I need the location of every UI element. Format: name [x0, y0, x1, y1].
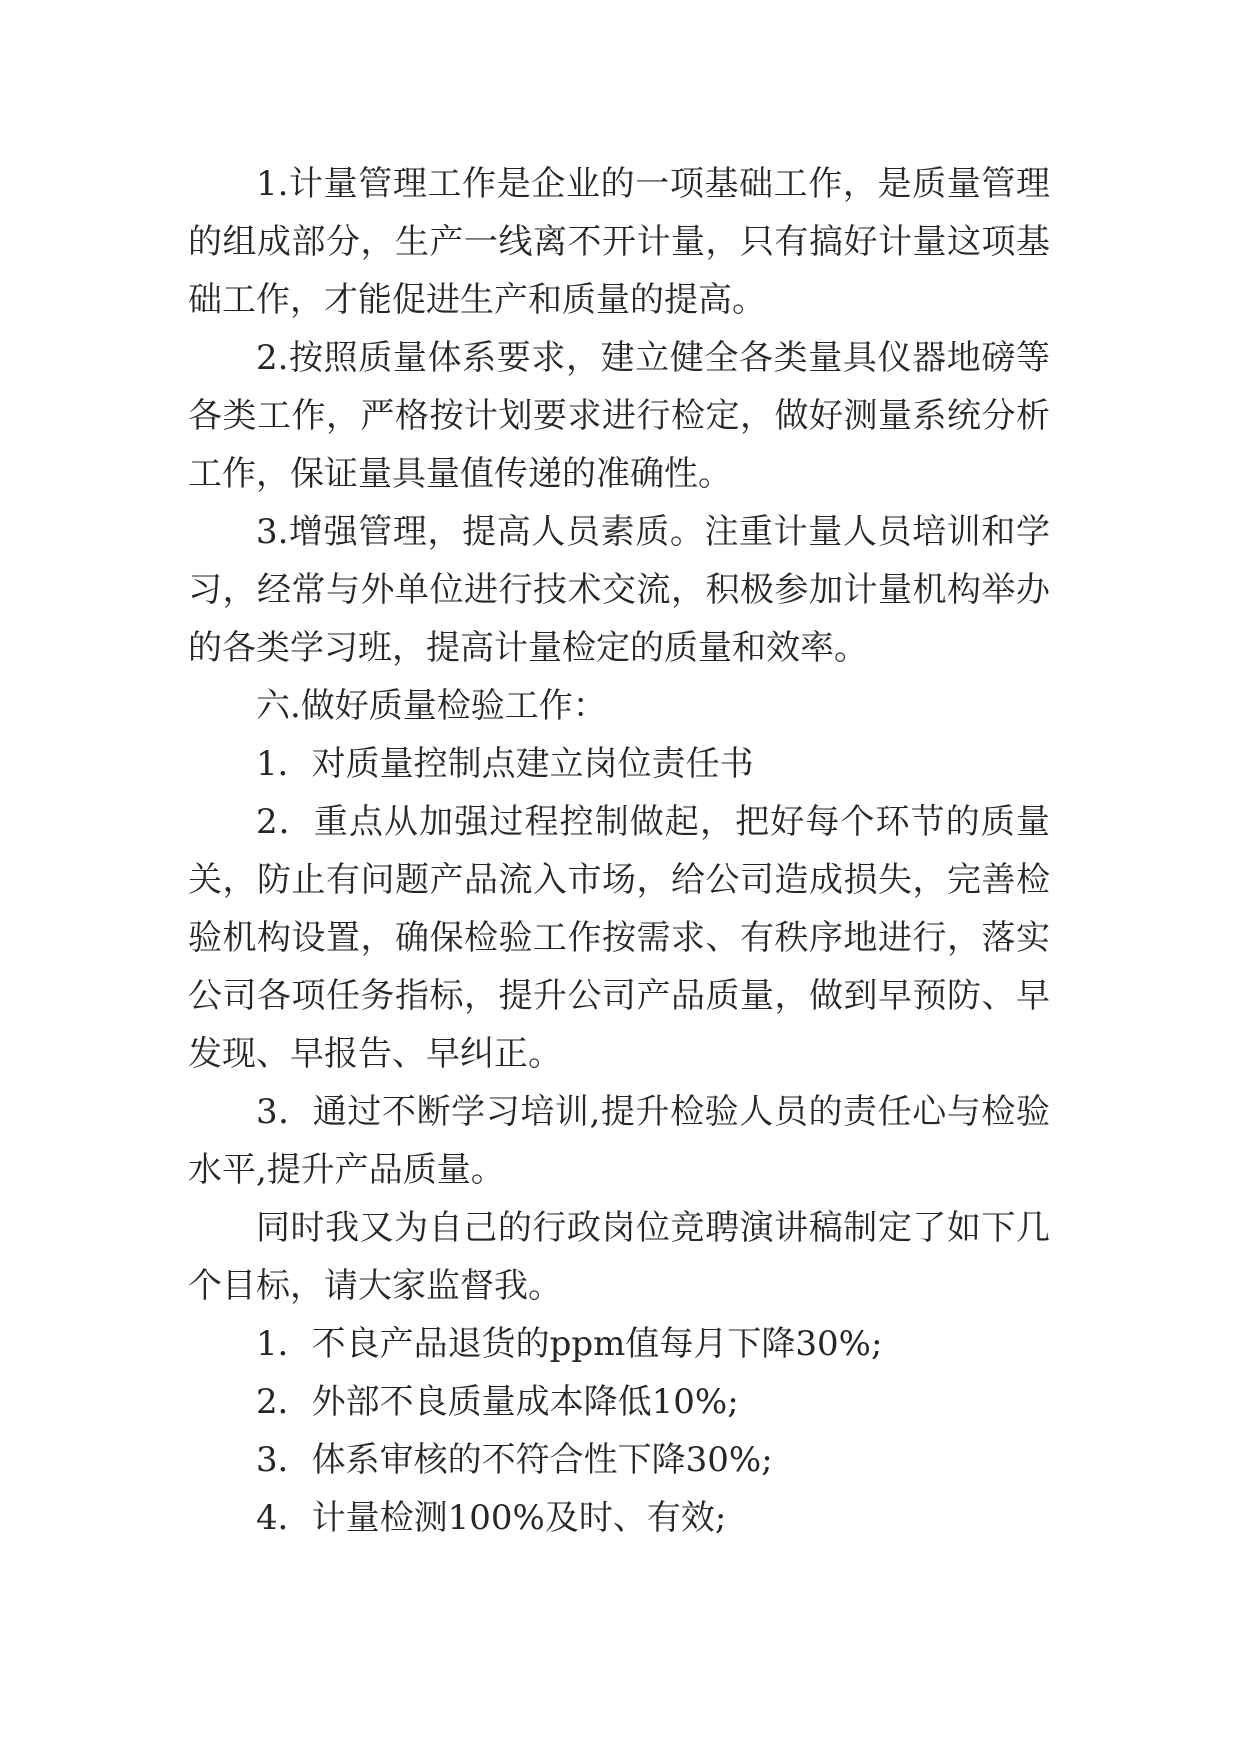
paragraph-control-points: 1．对质量控制点建立岗位责任书: [256, 744, 754, 784]
paragraph-metrology-foundation: 1.计量管理工作是企业的一项基础工作，是质量管理的组成部分，生产一线离不开计量，只有搞好计量这项基础工作，才能促进生产和质量的提高。: [188, 164, 1050, 320]
goal-item-audit: 3．体系审核的不符合性下降30%;: [256, 1440, 773, 1480]
section-heading-inspection: 六.做好质量检验工作：: [256, 686, 607, 726]
paragraph-quality-system: 2.按照质量体系要求，建立健全各类量具仪器地磅等各类工作，严格按计划要求进行检定，做好测量系统分析工作，保证量具量值传递的准确性。: [188, 338, 1050, 494]
goal-item-metrology: 4．计量检测100%及时、有效;: [256, 1498, 727, 1538]
goal-item-external-cost: 2．外部不良质量成本降低10%;: [256, 1382, 739, 1422]
paragraph-staff-quality: 3.增强管理，提高人员素质。注重计量人员培训和学习，经常与外单位进行技术交流，积极参加计量机构举办的各类学习班，提高计量检定的质量和效率。: [188, 512, 1050, 668]
goal-item-returns: 1．不良产品退货的ppm值每月下降30%;: [256, 1324, 883, 1364]
paragraph-goals-intro: 同时我又为自己的行政岗位竞聘演讲稿制定了如下几个目标，请大家监督我。: [188, 1208, 1050, 1306]
paragraph-training: 3．通过不断学习培训,提升检验人员的责任心与检验水平,提升产品质量。: [188, 1092, 1050, 1190]
document-body: [188, 155, 1050, 1547]
paragraph-process-control: 2．重点从加强过程控制做起，把好每个环节的质量关，防止有问题产品流入市场，给公司造成损失，完善检验机构设置，确保检验工作按需求、有秩序地进行，落实公司各项任务指标，提升公司产品质量，做到早预防、早发现、早报告、早纠正。: [188, 802, 1050, 1074]
